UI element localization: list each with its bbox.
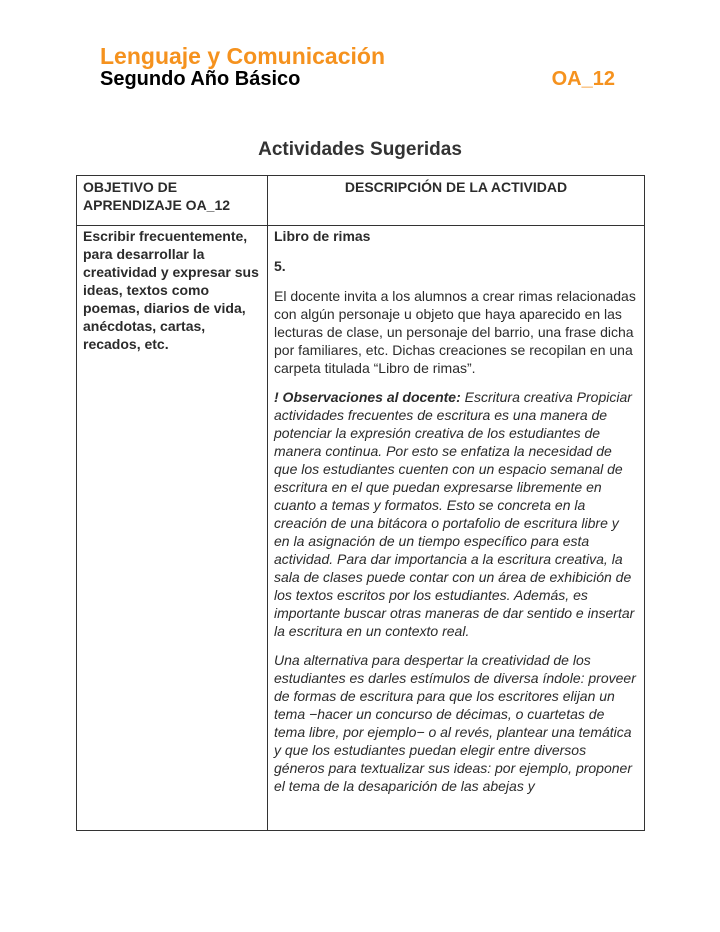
activity-number: 5. — [274, 258, 286, 274]
activities-table — [76, 175, 645, 831]
section-title: Actividades Sugeridas — [258, 139, 462, 160]
observations-paragraph — [274, 388, 638, 640]
oa-code: OA_12 — [551, 68, 615, 90]
activity-paragraph: El docente invita a los alumnos a crear rimas relacionadas con algún personaje u objeto que haya aparecido en las lecturas de clase, un personaje del barrio, una frase dicha por familiares, etc. Dichas creaciones se recopilan en una carpeta titulada “Libro de rimas”. — [274, 288, 636, 376]
grade-label: Segundo Año Básico — [100, 68, 301, 90]
document-header — [100, 42, 620, 91]
observations-text: Escritura creativa Propiciar actividades frecuentes de escritura es una manera de potenciar la expresión creativa de los estudiantes de manera continua. Por esto se enfatiza la necesidad de que los estudiantes cuenten con un espacio semanal de escritura en el que puedan expresarse libremente en cuanto a temas y formatos. Esto se concreta en la creación de una bitácora o portafolio de escritura libre y en la asignación de un tiempo específico para esta actividad. Para dar importancia a la escritura creativa, la sala de clases puede contar con un área de exhibición de los textos escritos por los estudiantes. Además, es importante buscar otras maneras de dar sentido e insertar la escritura en un contexto real. — [274, 389, 635, 639]
table-row — [77, 226, 645, 831]
header-subrow — [100, 68, 620, 91]
description-cell — [268, 226, 645, 831]
description-header: DESCRIPCIÓN DE LA ACTIVIDAD — [268, 176, 645, 226]
objective-header: OBJETIVO DE APRENDIZAJE OA_12 — [77, 176, 268, 226]
subject-title: Lenguaje y Comunicación — [100, 43, 385, 69]
alternative-paragraph: Una alternativa para despertar la creatividad de los estudiantes es darles estímulos de diversa índole: proveer de formas de escritura para que los escritores elijan un tema −hacer un concurso de décimas, o cuartetas de tema libre, por ejemplo− o al revés, plantear una temática y que los estudiantes puedan elegir entre diversos géneros para textualizar sus ideas: por ejemplo, proponer el tema de la desaparición de las abejas y — [274, 652, 636, 794]
activity-title: Libro de rimas — [274, 228, 371, 244]
table-header-row — [77, 176, 645, 226]
observations-label: ! Observaciones al docente: — [274, 389, 461, 405]
objective-cell: Escribir frecuentemente, para desarrollar la creatividad y expresar sus ideas, textos como poemas, diarios de vida, anécdotas, cartas, recados, etc. — [77, 226, 268, 831]
